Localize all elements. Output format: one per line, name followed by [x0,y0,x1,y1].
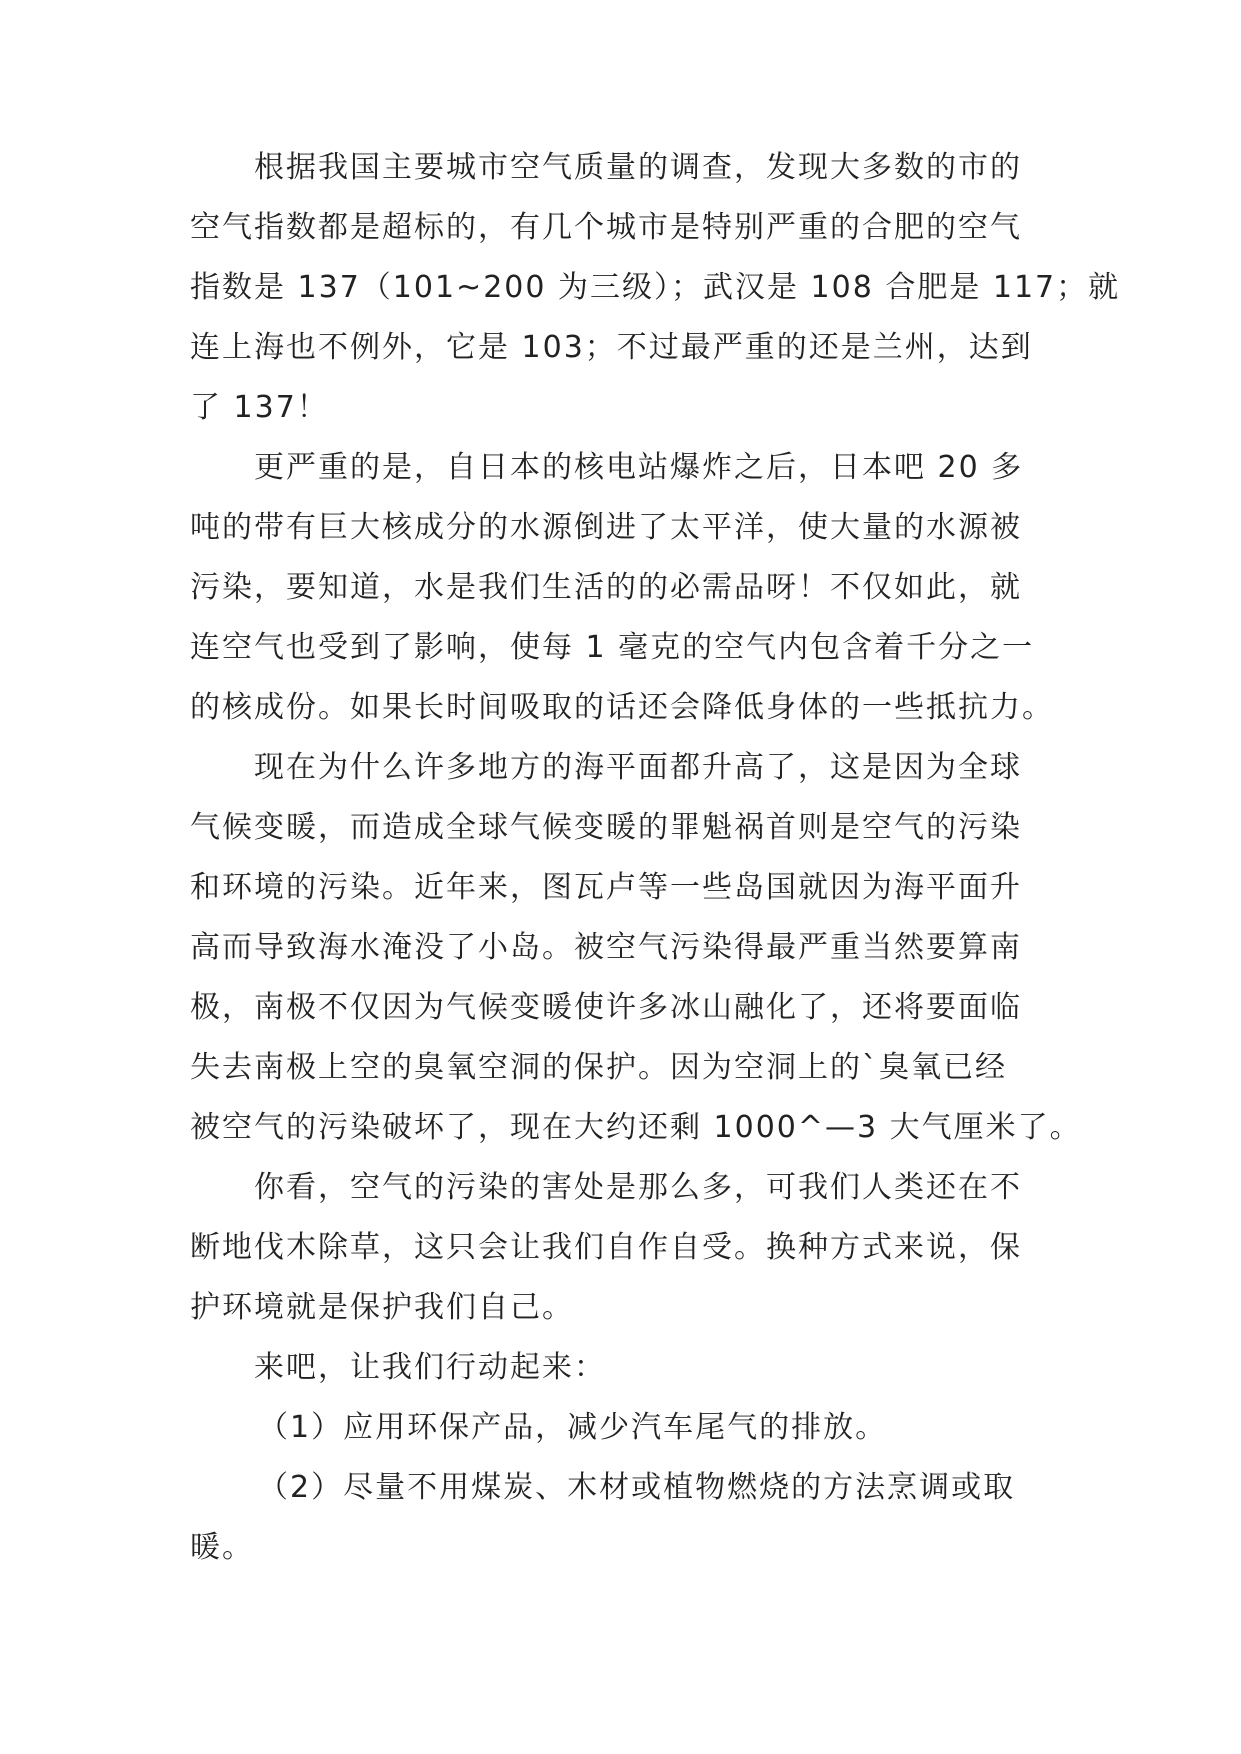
paragraph-1-line-4: 连上海也不例外，它是 103；不过最严重的还是兰州，达到 [190,330,1033,365]
paragraph-5-line-1: 来吧，让我们行动起来： [254,1350,606,1385]
paragraph-3-line-7: 被空气的污染破坏了，现在大约还剩 1000^—3 大气厘米了。 [190,1110,1082,1145]
paragraph-4-line-2: 断地伐木除草，这只会让我们自作自受。换种方式来说，保 [190,1230,1022,1265]
paragraph-3-line-5: 极，南极不仅因为气候变暖使许多冰山融化了，还将要面临 [190,990,1022,1025]
paragraph-1-line-2: 空气指数都是超标的，有几个城市是特别严重的合肥的空气 [190,210,1022,245]
paragraph-2-line-3: 污染，要知道，水是我们生活的的必需品呀！不仅如此，就 [190,570,1022,605]
paragraph-3-line-6: 失去南极上空的臭氧空洞的保护。因为空洞上的`臭氧已经 [190,1050,1007,1085]
paragraph-3-line-4: 高而导致海水淹没了小岛。被空气污染得最严重当然要算南 [190,930,1022,965]
paragraph-3-line-2: 气候变暖，而造成全球气候变暖的罪魁祸首则是空气的污染 [190,810,1022,845]
paragraph-1-line-3: 指数是 137（101~200 为三级）；武汉是 108 合肥是 117；就 [190,270,1121,305]
paragraph-2-line-4: 连空气也受到了影响，使每 1 毫克的空气内包含着千分之一 [190,630,1035,665]
list-item-2-line-1: （2）尽量不用煤炭、木材或植物燃烧的方法烹调或取 [258,1470,1016,1505]
list-item-2-line-2: 暖。 [190,1530,254,1565]
paragraph-4-line-3: 护环境就是保护我们自己。 [190,1290,574,1325]
list-item-1: （1）应用环保产品，减少汽车尾气的排放。 [258,1410,888,1445]
paragraph-2-line-5: 的核成份。如果长时间吸取的话还会降低身体的一些抵抗力。 [190,690,1054,725]
paragraph-1-line-1: 根据我国主要城市空气质量的调查，发现大多数的市的 [254,150,1022,185]
paragraph-4-line-1: 你看，空气的污染的害处是那么多，可我们人类还在不 [254,1170,1022,1205]
paragraph-2-line-2: 吨的带有巨大核成分的水源倒进了太平洋，使大量的水源被 [190,510,1022,545]
paragraph-3-line-3: 和环境的污染。近年来，图瓦卢等一些岛国就因为海平面升 [190,870,1022,905]
paragraph-1-line-5: 了 137！ [190,390,329,425]
paragraph-2-line-1: 更严重的是，自日本的核电站爆炸之后，日本吧 20 多 [254,450,1024,485]
paragraph-3-line-1: 现在为什么许多地方的海平面都升高了，这是因为全球 [254,750,1022,785]
